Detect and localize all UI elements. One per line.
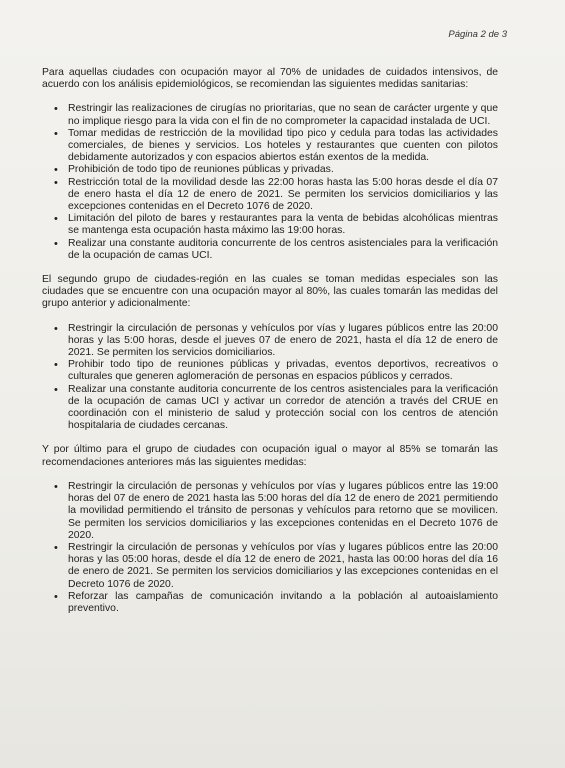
section1-intro: Para aquellas ciudades con ocupación mayor al 70% de unidades de cuidados intensivos, de acuerdo con los análisis epidemiológicos, se recomiendan las siguientes medidas sanitarias: <box>42 67 498 91</box>
list-item: • Prohibición de todo tipo de reuniones públicas y privadas. <box>42 164 498 176</box>
list-item: • Limitación del piloto de bares y restaurantes para la venta de bebidas alcohólicas mientras se mantenga esta ocupación hasta máximo las 19:00 horas. <box>42 213 498 237</box>
list-item: • Restringir la circulación de personas y vehículos por vías y lugares públicos entre las 20:00 horas y las 5:00 horas, desde el jueves 07 de enero de 2021, hasta el día 12 de enero de 2021. Se permiten los servicios domiciliarios. <box>42 323 498 360</box>
list-item: • Restringir la circulación de personas y vehículos por vías y lugares públicos entre las 20:00 horas y las 05:00 horas, desde el día 12 de enero de 2021, hasta las 00:00 horas del día 16 de enero de 2021. Se permiten los servicios domiciliarios y las excepciones contenidas en el Decreto 1076 de 2020. <box>42 542 498 591</box>
section3-intro: Y por último para el grupo de ciudades con ocupación igual o mayor al 85% se tomarán las recomendaciones anteriores más las siguientes medidas: <box>42 444 498 468</box>
page-number: Página 2 de 3 <box>448 29 507 40</box>
section1-list <box>42 103 498 262</box>
document-body <box>42 67 498 627</box>
list-item: • Prohibir todo tipo de reuniones públicas y privadas, eventos deportivos, recreativos o culturales que generen aglomeración de personas en espacios públicos y cerrados. <box>42 359 498 383</box>
section3-list <box>42 481 498 615</box>
list-item: • Tomar medidas de restricción de la movilidad tipo pico y cedula para todas las actividades comerciales, de bienes y servicios. Los hoteles y restaurantes que cuenten con pilotos debidamente autorizados y con espacios abiertos están exentos de la medida. <box>42 128 498 165</box>
section2-list <box>42 323 498 433</box>
list-item: • Reforzar las campañas de comunicación invitando a la población al autoaislamiento preventivo. <box>42 591 498 615</box>
list-item: • Realizar una constante auditoria concurrente de los centros asistenciales para la verificación de la ocupación de camas UCI. <box>42 238 498 262</box>
list-item: • Restricción total de la movilidad desde las 22:00 horas hasta las 5:00 horas desde el día 07 de enero hasta el día 12 de enero de 2021. Se permiten los servicios domiciliarios y las excepciones contenidas en el Decreto 1076 de 2020. <box>42 177 498 214</box>
section2-intro: El segundo grupo de ciudades-región en las cuales se toman medidas especiales son las ciudades que se encuentre con una ocupación mayor al 80%, las cuales tomarán las medidas del grupo anterior y adicionalmente: <box>42 274 498 310</box>
list-item: • Realizar una constante auditoria concurrente de los centros asistenciales para la verificación de la ocupación de camas UCI y activar un corredor de atención a través del CRUE en coordinación con el ministerio de salud y protección social con los centros de atención hospitalaria de ciudades cercanas. <box>42 384 498 433</box>
list-item: • Restringir la circulación de personas y vehículos por vías y lugares públicos entre las 19:00 horas del 07 de enero de 2021 hasta las 5:00 horas del día 12 de enero de 2021 permitiendo la movilidad permitiendo el tránsito de personas y vehículos para retorno que se movilicen. Se permiten los servicios domiciliarios y las excepciones contenidas en el Decreto 1076 de 2020. <box>42 481 498 542</box>
list-item: • Restringir las realizaciones de cirugías no prioritarias, que no sean de carácter urgente y que no implique riesgo para la vida con el fin de no comprometer la capacidad instalada de UCI. <box>42 103 498 127</box>
